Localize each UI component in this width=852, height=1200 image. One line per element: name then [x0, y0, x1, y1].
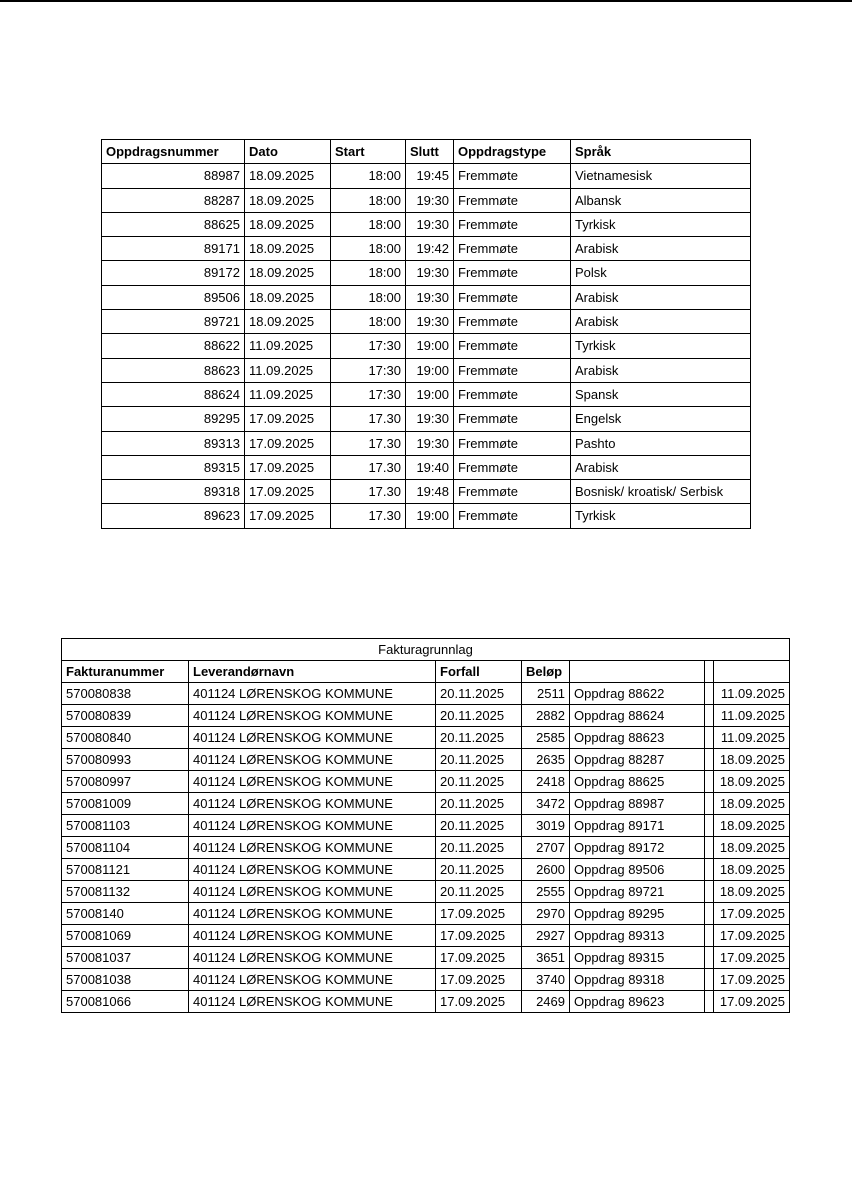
cell-oppdragsnummer: 88625	[102, 212, 245, 236]
cell-spacer	[705, 683, 714, 705]
table-row	[102, 504, 751, 528]
cell-belop: 2418	[522, 771, 570, 793]
cell-fakturanummer: 570080993	[62, 749, 189, 771]
cell-leverandornavn: 401124 LØRENSKOG KOMMUNE	[189, 947, 436, 969]
cell-oppdragsnummer: 89506	[102, 285, 245, 309]
table-row	[102, 237, 751, 261]
cell-oppdragsnummer: 89313	[102, 431, 245, 455]
cell-dato: 11.09.2025	[245, 382, 331, 406]
cell-forfall: 20.11.2025	[436, 771, 522, 793]
table-row	[62, 859, 790, 881]
cell-belop: 2469	[522, 991, 570, 1013]
table-row	[102, 261, 751, 285]
cell-dato: 18.09.2025	[245, 188, 331, 212]
table-row	[62, 903, 790, 925]
table-row	[62, 837, 790, 859]
cell-belop: 2635	[522, 749, 570, 771]
cell-sprak: Arabisk	[571, 285, 751, 309]
cell-oppdragsnummer: 89315	[102, 455, 245, 479]
cell-fakturanummer: 570081104	[62, 837, 189, 859]
table-row	[102, 431, 751, 455]
cell-fakturanummer: 570081038	[62, 969, 189, 991]
table-row	[62, 991, 790, 1013]
cell-forfall: 17.09.2025	[436, 903, 522, 925]
cell-spacer	[705, 881, 714, 903]
cell-fakturanummer: 570080997	[62, 771, 189, 793]
cell-leverandornavn: 401124 LØRENSKOG KOMMUNE	[189, 705, 436, 727]
cell-forfall: 20.11.2025	[436, 881, 522, 903]
cell-sprak: Spansk	[571, 382, 751, 406]
cell-dato: 17.09.2025	[714, 969, 790, 991]
cell-dato: 18.09.2025	[714, 881, 790, 903]
header-empty-1	[570, 661, 705, 683]
cell-oppdragstype: Fremmøte	[454, 480, 571, 504]
cell-sprak: Tyrkisk	[571, 212, 751, 236]
cell-dato: 18.09.2025	[714, 771, 790, 793]
cell-slutt: 19:00	[406, 334, 454, 358]
table-row	[102, 212, 751, 236]
cell-spacer	[705, 947, 714, 969]
cell-oppdrag: Oppdrag 88987	[570, 793, 705, 815]
cell-oppdragstype: Fremmøte	[454, 285, 571, 309]
cell-start: 17.30	[331, 431, 406, 455]
cell-spacer	[705, 837, 714, 859]
cell-sprak: Albansk	[571, 188, 751, 212]
table-row	[102, 358, 751, 382]
cell-belop: 2970	[522, 903, 570, 925]
cell-oppdrag: Oppdrag 89721	[570, 881, 705, 903]
cell-forfall: 20.11.2025	[436, 705, 522, 727]
cell-leverandornavn: 401124 LØRENSKOG KOMMUNE	[189, 969, 436, 991]
cell-dato: 11.09.2025	[714, 705, 790, 727]
cell-dato: 11.09.2025	[714, 727, 790, 749]
cell-spacer	[705, 903, 714, 925]
cell-dato: 17.09.2025	[714, 991, 790, 1013]
cell-fakturanummer: 570081037	[62, 947, 189, 969]
cell-start: 18:00	[331, 164, 406, 188]
header-forfall: Forfall	[436, 661, 522, 683]
cell-dato: 18.09.2025	[714, 815, 790, 837]
cell-oppdragsnummer: 88622	[102, 334, 245, 358]
cell-spacer	[705, 969, 714, 991]
cell-spacer	[705, 793, 714, 815]
cell-start: 17:30	[331, 334, 406, 358]
table-row	[62, 727, 790, 749]
cell-dato: 18.09.2025	[714, 793, 790, 815]
cell-start: 18:00	[331, 237, 406, 261]
cell-dato: 18.09.2025	[245, 261, 331, 285]
cell-oppdragsnummer: 88623	[102, 358, 245, 382]
table-row	[102, 382, 751, 406]
cell-oppdragstype: Fremmøte	[454, 212, 571, 236]
cell-belop: 3019	[522, 815, 570, 837]
table-row	[62, 705, 790, 727]
invoice-body	[62, 683, 790, 1013]
cell-forfall: 20.11.2025	[436, 683, 522, 705]
cell-dato: 17.09.2025	[714, 903, 790, 925]
cell-dato: 18.09.2025	[714, 859, 790, 881]
cell-start: 18:00	[331, 212, 406, 236]
header-start: Start	[331, 140, 406, 164]
table-row	[102, 310, 751, 334]
table-row	[62, 815, 790, 837]
cell-dato: 18.09.2025	[245, 285, 331, 309]
cell-oppdragstype: Fremmøte	[454, 164, 571, 188]
table-row	[62, 947, 790, 969]
cell-belop: 2927	[522, 925, 570, 947]
cell-leverandornavn: 401124 LØRENSKOG KOMMUNE	[189, 749, 436, 771]
cell-belop: 3472	[522, 793, 570, 815]
header-leverandornavn: Leverandørnavn	[189, 661, 436, 683]
cell-start: 18:00	[331, 188, 406, 212]
cell-oppdrag: Oppdrag 89171	[570, 815, 705, 837]
table-row	[62, 771, 790, 793]
assignments-body	[102, 164, 751, 528]
cell-slutt: 19:30	[406, 188, 454, 212]
header-oppdragstype: Oppdragstype	[454, 140, 571, 164]
cell-leverandornavn: 401124 LØRENSKOG KOMMUNE	[189, 837, 436, 859]
cell-dato: 17.09.2025	[245, 455, 331, 479]
cell-oppdragstype: Fremmøte	[454, 261, 571, 285]
cell-spacer	[705, 727, 714, 749]
cell-dato: 11.09.2025	[245, 358, 331, 382]
cell-fakturanummer: 570081121	[62, 859, 189, 881]
cell-fakturanummer: 570081009	[62, 793, 189, 815]
cell-fakturanummer: 570080838	[62, 683, 189, 705]
cell-sprak: Arabisk	[571, 455, 751, 479]
cell-sprak: Polsk	[571, 261, 751, 285]
cell-spacer	[705, 815, 714, 837]
cell-oppdragsnummer: 88624	[102, 382, 245, 406]
cell-slutt: 19:30	[406, 431, 454, 455]
cell-dato: 18.09.2025	[245, 164, 331, 188]
header-slutt: Slutt	[406, 140, 454, 164]
cell-oppdragstype: Fremmøte	[454, 504, 571, 528]
cell-spacer	[705, 925, 714, 947]
cell-start: 17.30	[331, 504, 406, 528]
header-fakturanummer: Fakturanummer	[62, 661, 189, 683]
cell-spacer	[705, 991, 714, 1013]
cell-dato: 17.09.2025	[714, 925, 790, 947]
table-row	[62, 793, 790, 815]
cell-slutt: 19:30	[406, 261, 454, 285]
cell-fakturanummer: 57008140	[62, 903, 189, 925]
cell-forfall: 20.11.2025	[436, 727, 522, 749]
table-row	[62, 925, 790, 947]
cell-forfall: 17.09.2025	[436, 947, 522, 969]
cell-forfall: 20.11.2025	[436, 837, 522, 859]
cell-oppdragstype: Fremmøte	[454, 382, 571, 406]
cell-oppdragstype: Fremmøte	[454, 310, 571, 334]
cell-dato: 18.09.2025	[245, 310, 331, 334]
cell-slutt: 19:30	[406, 285, 454, 309]
cell-oppdrag: Oppdrag 88623	[570, 727, 705, 749]
header-dato: Dato	[245, 140, 331, 164]
cell-leverandornavn: 401124 LØRENSKOG KOMMUNE	[189, 925, 436, 947]
invoice-title-row	[62, 639, 790, 661]
cell-sprak: Pashto	[571, 431, 751, 455]
cell-fakturanummer: 570081069	[62, 925, 189, 947]
table-row	[102, 480, 751, 504]
header-belop: Beløp	[522, 661, 570, 683]
cell-fakturanummer: 570081132	[62, 881, 189, 903]
cell-slutt: 19:00	[406, 504, 454, 528]
table-row	[102, 188, 751, 212]
cell-belop: 2511	[522, 683, 570, 705]
cell-dato: 18.09.2025	[245, 237, 331, 261]
table-row	[62, 683, 790, 705]
cell-leverandornavn: 401124 LØRENSKOG KOMMUNE	[189, 881, 436, 903]
cell-oppdragstype: Fremmøte	[454, 237, 571, 261]
cell-slutt: 19:42	[406, 237, 454, 261]
cell-belop: 3651	[522, 947, 570, 969]
cell-start: 17:30	[331, 358, 406, 382]
cell-sprak: Vietnamesisk	[571, 164, 751, 188]
cell-oppdragsnummer: 89721	[102, 310, 245, 334]
cell-leverandornavn: 401124 LØRENSKOG KOMMUNE	[189, 793, 436, 815]
cell-fakturanummer: 570080839	[62, 705, 189, 727]
cell-fakturanummer: 570081103	[62, 815, 189, 837]
cell-start: 17.30	[331, 407, 406, 431]
cell-belop: 2882	[522, 705, 570, 727]
cell-oppdrag: Oppdrag 89172	[570, 837, 705, 859]
cell-start: 18:00	[331, 285, 406, 309]
cell-dato: 18.09.2025	[714, 749, 790, 771]
cell-slutt: 19:00	[406, 382, 454, 406]
header-empty-2	[705, 661, 714, 683]
cell-dato: 11.09.2025	[245, 334, 331, 358]
cell-forfall: 17.09.2025	[436, 925, 522, 947]
cell-dato: 11.09.2025	[714, 683, 790, 705]
header-sprak: Språk	[571, 140, 751, 164]
cell-dato: 18.09.2025	[245, 212, 331, 236]
cell-spacer	[705, 771, 714, 793]
cell-slutt: 19:45	[406, 164, 454, 188]
table-row	[102, 407, 751, 431]
table-row	[102, 334, 751, 358]
cell-sprak: Engelsk	[571, 407, 751, 431]
cell-oppdragstype: Fremmøte	[454, 334, 571, 358]
cell-leverandornavn: 401124 LØRENSKOG KOMMUNE	[189, 683, 436, 705]
cell-leverandornavn: 401124 LØRENSKOG KOMMUNE	[189, 903, 436, 925]
invoice-table	[61, 638, 790, 1013]
cell-oppdrag: Oppdrag 88625	[570, 771, 705, 793]
cell-start: 17.30	[331, 480, 406, 504]
cell-forfall: 20.11.2025	[436, 793, 522, 815]
cell-dato: 17.09.2025	[245, 407, 331, 431]
cell-sprak: Arabisk	[571, 237, 751, 261]
cell-oppdragsnummer: 89318	[102, 480, 245, 504]
cell-oppdrag: Oppdrag 89313	[570, 925, 705, 947]
cell-oppdragsnummer: 89295	[102, 407, 245, 431]
cell-start: 17:30	[331, 382, 406, 406]
cell-leverandornavn: 401124 LØRENSKOG KOMMUNE	[189, 859, 436, 881]
table-row	[102, 285, 751, 309]
assignments-header-row	[102, 140, 751, 164]
cell-oppdragstype: Fremmøte	[454, 188, 571, 212]
cell-slutt: 19:30	[406, 212, 454, 236]
table-row	[62, 969, 790, 991]
header-empty-3	[714, 661, 790, 683]
cell-sprak: Tyrkisk	[571, 504, 751, 528]
cell-oppdragsnummer: 88987	[102, 164, 245, 188]
cell-leverandornavn: 401124 LØRENSKOG KOMMUNE	[189, 815, 436, 837]
cell-belop: 2585	[522, 727, 570, 749]
cell-dato: 17.09.2025	[245, 504, 331, 528]
cell-oppdragstype: Fremmøte	[454, 455, 571, 479]
invoice-title: Fakturagrunnlag	[62, 639, 790, 661]
cell-forfall: 20.11.2025	[436, 815, 522, 837]
cell-oppdrag: Oppdrag 89623	[570, 991, 705, 1013]
cell-belop: 2600	[522, 859, 570, 881]
cell-forfall: 20.11.2025	[436, 859, 522, 881]
cell-oppdrag: Oppdrag 89295	[570, 903, 705, 925]
cell-slutt: 19:48	[406, 480, 454, 504]
top-border-line	[0, 0, 852, 2]
cell-sprak: Arabisk	[571, 310, 751, 334]
cell-belop: 3740	[522, 969, 570, 991]
cell-slutt: 19:40	[406, 455, 454, 479]
cell-fakturanummer: 570080840	[62, 727, 189, 749]
table-row	[102, 164, 751, 188]
cell-belop: 2707	[522, 837, 570, 859]
cell-dato: 17.09.2025	[245, 431, 331, 455]
cell-oppdrag: Oppdrag 88624	[570, 705, 705, 727]
cell-oppdragstype: Fremmøte	[454, 431, 571, 455]
cell-sprak: Bosnisk/ kroatisk/ Serbisk	[571, 480, 751, 504]
cell-dato: 18.09.2025	[714, 837, 790, 859]
table-row	[102, 455, 751, 479]
cell-dato: 17.09.2025	[714, 947, 790, 969]
cell-oppdragstype: Fremmøte	[454, 358, 571, 382]
cell-slutt: 19:30	[406, 310, 454, 334]
assignments-table	[101, 139, 751, 529]
table-row	[62, 749, 790, 771]
cell-forfall: 17.09.2025	[436, 969, 522, 991]
cell-belop: 2555	[522, 881, 570, 903]
cell-sprak: Arabisk	[571, 358, 751, 382]
cell-fakturanummer: 570081066	[62, 991, 189, 1013]
cell-start: 18:00	[331, 261, 406, 285]
cell-spacer	[705, 749, 714, 771]
cell-oppdrag: Oppdrag 88287	[570, 749, 705, 771]
cell-spacer	[705, 859, 714, 881]
cell-oppdrag: Oppdrag 89506	[570, 859, 705, 881]
cell-oppdragstype: Fremmøte	[454, 407, 571, 431]
cell-oppdragsnummer: 88287	[102, 188, 245, 212]
cell-dato: 17.09.2025	[245, 480, 331, 504]
cell-forfall: 17.09.2025	[436, 991, 522, 1013]
cell-oppdrag: Oppdrag 89318	[570, 969, 705, 991]
cell-oppdragsnummer: 89623	[102, 504, 245, 528]
header-oppdragsnummer: Oppdragsnummer	[102, 140, 245, 164]
cell-sprak: Tyrkisk	[571, 334, 751, 358]
cell-oppdragsnummer: 89171	[102, 237, 245, 261]
cell-leverandornavn: 401124 LØRENSKOG KOMMUNE	[189, 727, 436, 749]
cell-oppdrag: Oppdrag 89315	[570, 947, 705, 969]
cell-slutt: 19:30	[406, 407, 454, 431]
cell-slutt: 19:00	[406, 358, 454, 382]
cell-leverandornavn: 401124 LØRENSKOG KOMMUNE	[189, 991, 436, 1013]
cell-oppdrag: Oppdrag 88622	[570, 683, 705, 705]
cell-start: 18:00	[331, 310, 406, 334]
invoice-header-row	[62, 661, 790, 683]
cell-forfall: 20.11.2025	[436, 749, 522, 771]
table-row	[62, 881, 790, 903]
cell-oppdragsnummer: 89172	[102, 261, 245, 285]
cell-start: 17.30	[331, 455, 406, 479]
cell-leverandornavn: 401124 LØRENSKOG KOMMUNE	[189, 771, 436, 793]
cell-spacer	[705, 705, 714, 727]
